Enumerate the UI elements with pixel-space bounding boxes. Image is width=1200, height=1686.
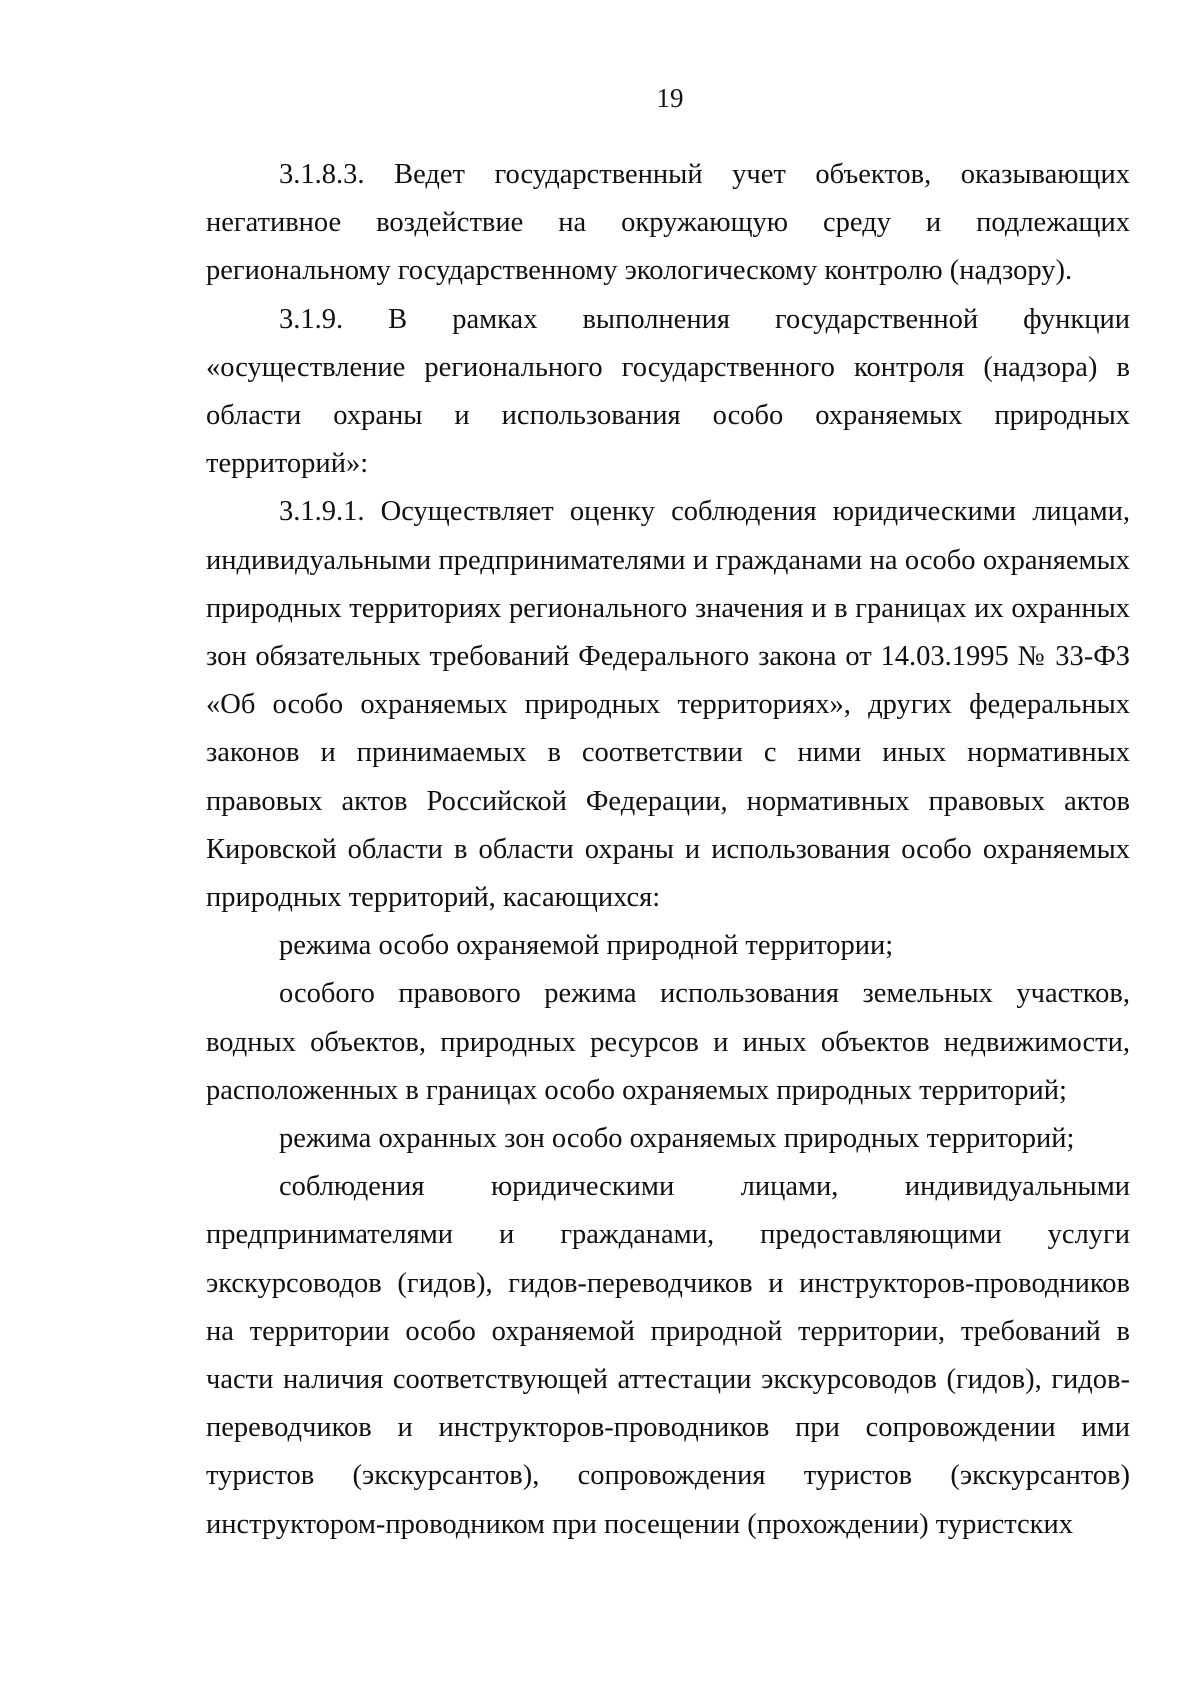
list-item-legal-regime: особого правового режима использования земельных участков, водных объектов, природных ресурсов и иных объектов недвижимости, расположенных в границах особо охраняемых природных территорий; [206,978,1130,1106]
page-number: 19 [656,83,684,113]
paragraph-3-1-9-1: 3.1.9.1. Осуществляет оценку соблюдения юридическими лицами, индивидуальными предпринимателями и гражданами на особо охраняемых природных территориях регионального значения и в границах их охранных зон обязательных требований Федерального закона от 14.03.1995 № 33-ФЗ «Об особо охраняемых природных территориях», других федеральных законов и принимаемых в соответствии с ними иных нормативных правовых актов Российской Федерации, нормативных правовых актов Кировской области в области охраны и использования особо охраняемых природных территорий, касающихся: [206,496,1130,914]
list-item-protection-zones: режима охранных зон особо охраняемых природных территорий; [279,1123,1075,1155]
document-body [206,151,1130,1549]
paragraph-3-1-9: 3.1.9. В рамках выполнения государственной функции «осуществление регионального государственного контроля (надзора) в области охраны и использования особо охраняемых природных территорий»: [206,303,1130,480]
list-item-guides-compliance: соблюдения юридическими лицами, индивидуальными предпринимателями и гражданами, предоставляющими услуги экскурсоводов (гидов), гидов-переводчиков и инструкторов-проводников на территории особо охраняемой природной территории, требований в части наличия соответствующей аттестации экскурсоводов (гидов), гидов-переводчиков и инструкторов-проводников при сопровождении ими туристов (экскурсантов), сопровождения туристов (экскурсантов) инструктором-проводником при посещении (прохождении) туристских [206,1171,1130,1540]
list-item-regime: режима особо охраняемой природной территории; [279,930,894,962]
paragraph-3-1-8-3: 3.1.8.3. Ведет государственный учет объектов, оказывающих негативное воздействие на окружающую среду и подлежащих региональному государственному экологическому контролю (надзору). [206,159,1130,287]
